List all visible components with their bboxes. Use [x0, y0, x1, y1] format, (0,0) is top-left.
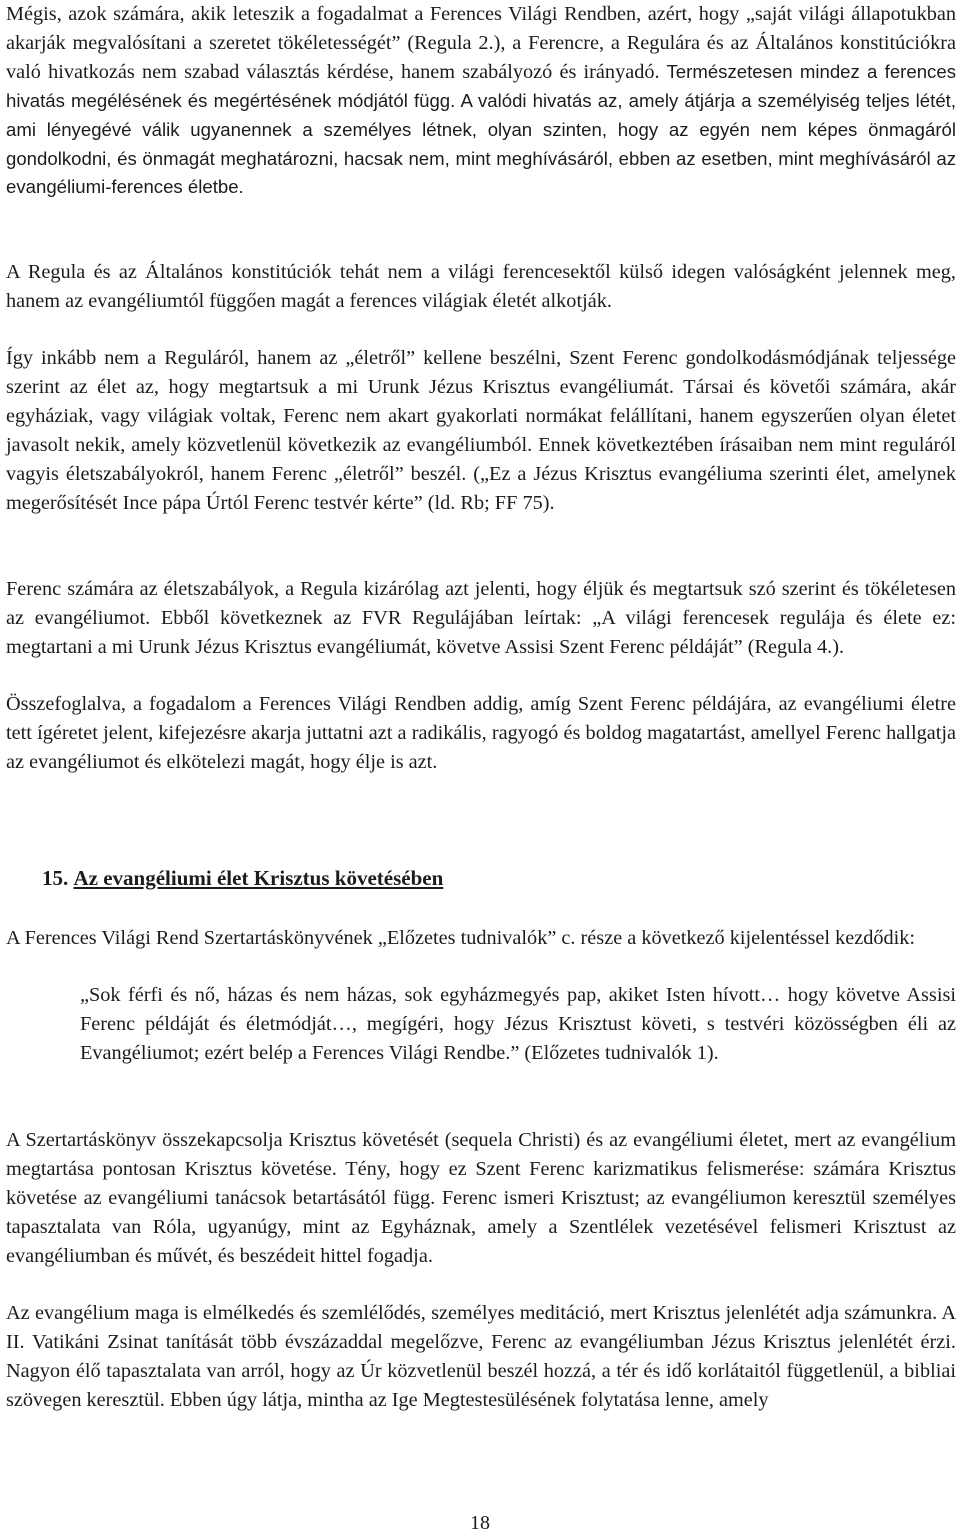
paragraph-text: Ebből következnek az FVR Regulájában leírtak: „A világi ferencesek regulája és élete ez: megtartani a mi Urunk Jézus Krisztus evangéliumát, követve Assisi Szent Ferenc példáját” (Regula 4.).: [6, 606, 956, 658]
paragraph-regula: [6, 258, 956, 316]
block-quote: [80, 981, 956, 1068]
paragraph-text: Társai és követői számára, akár egyháziak, vagy világiak voltak, Ferenc nem akart gyakorlati normákat felállítani, hanem egyszerűen olyan életet javasolt nekik, amely közvetlenül következik az evangéliumból.: [6, 375, 956, 456]
paragraph-text-sans: Természetesen mindez a ferences hivatás megélésének és megértésének módjától függ.: [6, 60, 956, 111]
paragraph-text: Ennek következtében írásaiban nem mint reguláról vagyis életszabályokról, hanem Ferenc „életről” beszél. („Ez a Jézus Krisztus evangéliuma szerinti élet, amelynek megerősítését Ince pápa Úrtól Ferenc testvér kérte” (ld. Rb; FF 75).: [6, 433, 956, 514]
paragraph-text: Tény, hogy ez Szent Ferenc karizmatikus felismerése: számára Krisztus követése az evangéliumi tanácsok betartásától függ.: [6, 1157, 957, 1209]
paragraph-text: Összefoglalva, a fogadalom a Ferences Világi Rendben addig, amíg Szent Ferenc példájára, az evangéliumi életre tett ígéretet jelent, kifejezésre akarja juttatni azt a radikális, ragyogó és boldog magatartást, amellyel Ferenc hallgatja az evangéliumot és elkötelezi magát, hogy élje is azt.: [6, 693, 956, 773]
paragraph-text-sans: A valódi hivatás az, amely átjárja a személyiség teljes létét, ami lényegévé válik ugyanennek a személyes létnek, olyan szinten, hogy az egyén nem képes önmagáról gondolkodni, és önmagát meghatározni, hacsak nem, mint meghívásáról, ebben az esetben, mint meghívásáról az evangéliumi-ferences életbe.: [6, 89, 956, 198]
paragraph-evangelium: [6, 1299, 956, 1415]
paragraph-text: Az evangélium maga is elmélkedés és szemlélődés, személyes meditáció, mert Krisztus jelenlétét adja számunkra. A II. Vatikáni Zsinat tanítását több évszázaddal megelőzve, Ferenc az evangéliumban Jézus Krisztus jelenlétét érzi.: [6, 1302, 956, 1353]
paragraph-text: Ferenc ismeri Krisztust; az evangéliumon keresztül személyes tapasztalata van Róla, ugyanúgy, mint az Egyháznak, amely a Szentlélek vezetésével felismeri Krisztust az evangéliumban és művét, és beszédeit hittel fogadja.: [6, 1186, 956, 1267]
paragraph-osszefoglalva: [6, 690, 956, 777]
page-number: 18: [470, 1512, 490, 1534]
section-title: Az evangéliumi élet Krisztus követésében: [73, 866, 444, 890]
section-heading: [42, 866, 443, 891]
paragraph-text: A Regula és az Általános konstitúciók tehát nem a világi ferencesektől külső idegen valóságként jelennek meg, hanem az evangéliumtól függően magát a ferences világiak életét alkotják.: [6, 261, 956, 312]
paragraph-text: Nagyon élő tapasztalata van arról, hogy az Úr közvetlenül beszél hozzá, a tér és idő korlátaitól függetlenül, a bibliai szövegen keresztül.: [6, 1359, 956, 1411]
paragraph-text: Így inkább nem a Reguláról, hanem az „életről” kellene beszélni, Szent Ferenc gondolkodásmódjának teljessége szerint az élet az, hogy megtartsuk a mi Urunk Jézus Krisztus evangéliumát.: [6, 347, 956, 398]
paragraph-text: A Ferences Világi Rend Szertartáskönyvének „Előzetes tudnivalók” c. része a következő kijelentéssel kezdődik:: [6, 927, 916, 949]
paragraph-eletszabalyok: [6, 575, 956, 662]
paragraph-fogadalom: [6, 0, 956, 202]
paragraph-eletrol: [6, 344, 956, 517]
paragraph-text: Ferenc számára az életszabályok, a Regula kizárólag azt jelenti, hogy éljük és megtartsuk szó szerint és tökéletesen az evangéliumot.: [6, 578, 956, 629]
quote-text: „Sok férfi és nő, házas és nem házas, sok egyházmegyés pap, akiket Isten hívott… hogy követve Assisi Ferenc példáját és életmódját…, megígéri, hogy Jézus Krisztust követi, s testvéri közösségben éli az Evangéliumot; ezért belép a Ferences Világi Rendbe.” (Előzetes tudnivalók 1).: [80, 984, 956, 1064]
paragraph-szertartaskonyv: [6, 1126, 956, 1271]
section-number: 15.: [42, 866, 69, 890]
paragraph-text: A Szertartáskönyv összekapcsolja Krisztus követését (sequela Christi) és az evangéliumi életet, mert az evangélium megtartása pontosan Krisztus követése.: [6, 1129, 956, 1180]
paragraph-text: Mégis, azok számára, akik leteszik a fogadalmat a Ferences Világi Rendben, azért, hogy „saját világi állapotukban akarják megvalósítani a szeretet tökéletességét” (Regula 2.), a Ferencre, a Regulára és az Általános konstitúciókra való hivatkozás nem szabad választás kérdése, hanem szabályozó és irányadó.: [6, 3, 956, 83]
paragraph-intro: [6, 924, 956, 953]
paragraph-text: Ebben úgy látja, mintha az Ige Megtestesülésének folytatása lenne, amely: [164, 1388, 769, 1411]
